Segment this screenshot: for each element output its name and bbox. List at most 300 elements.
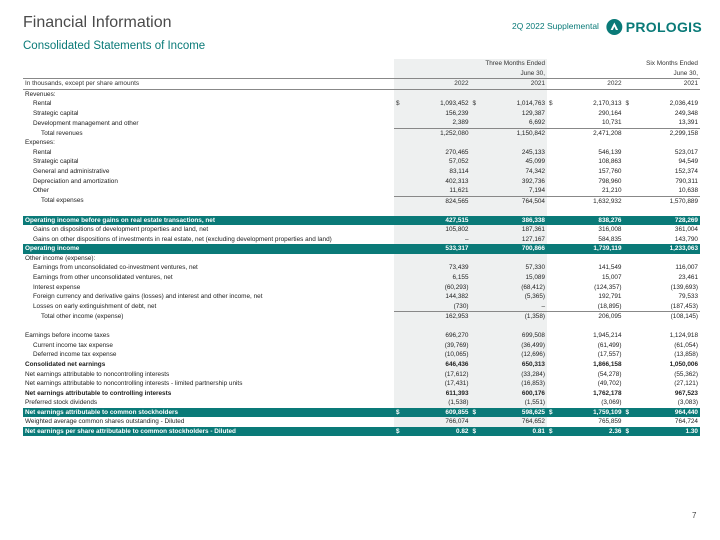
row-value: 1,233,063	[636, 244, 701, 254]
table-row-fx-gains	[23, 292, 700, 302]
section-heading-row	[23, 138, 700, 148]
row-value: 129,387	[483, 109, 548, 119]
symbol-cell	[394, 138, 406, 148]
value-cell	[636, 322, 701, 332]
table-row-interest-expense	[23, 283, 700, 293]
table-row-nci	[23, 370, 700, 380]
prologis-logo	[606, 14, 702, 40]
currency-symbol	[547, 244, 559, 254]
row-value: (1,551)	[483, 398, 548, 408]
currency-symbol	[394, 331, 406, 341]
table-row-total-expenses	[23, 196, 700, 206]
row-value: (730)	[406, 302, 471, 312]
symbol-cell	[394, 254, 406, 264]
row-value: (139,693)	[670, 283, 698, 291]
currency-symbol	[471, 148, 483, 158]
logo-text: PROLOGIS	[625, 19, 702, 35]
row-label: Current income tax expense	[33, 341, 113, 349]
symbol-cell	[394, 322, 406, 332]
row-value: (124,357)	[594, 283, 622, 291]
row-label: Depreciation and amortization	[33, 177, 118, 185]
row-value: (18,895)	[597, 302, 622, 310]
table-row-current-tax	[23, 341, 700, 351]
currency-symbol	[624, 292, 636, 302]
currency-symbol	[547, 379, 559, 389]
value-cell	[483, 322, 548, 332]
currency-symbol	[394, 302, 406, 312]
page-subtitle: Consolidated Statements of Income	[23, 40, 206, 52]
currency-symbol	[394, 283, 406, 293]
currency-symbol	[624, 148, 636, 158]
currency-symbol	[471, 331, 483, 341]
currency-symbol: $	[547, 408, 559, 418]
table-row-gains-other	[23, 235, 700, 245]
row-value: 798,960	[598, 177, 622, 185]
row-value: 15,089	[483, 273, 548, 283]
value-cell	[406, 206, 471, 216]
currency-symbol	[624, 186, 636, 196]
row-value: 609,855	[406, 408, 471, 418]
row-value: (10,065)	[406, 350, 471, 360]
table-row-preferred	[23, 398, 700, 408]
row-label: Earnings from unconsolidated co-investment ventures, net	[33, 264, 198, 272]
row-label: Gains on other dispositions of investments in real estate, net (excluding development properties and land)	[33, 235, 332, 243]
row-value: 10,731	[601, 119, 622, 127]
row-value: 728,269	[636, 216, 701, 226]
currency-symbol	[471, 379, 483, 389]
row-label: Operating income	[23, 244, 394, 254]
table-row-development-mgmt	[23, 118, 700, 128]
currency-symbol	[471, 312, 483, 322]
currency-symbol	[394, 312, 406, 322]
row-value: 699,508	[483, 331, 548, 341]
value-cell	[636, 254, 701, 264]
row-value: (61,499)	[597, 341, 622, 349]
row-value: 141,549	[598, 264, 622, 272]
row-value: 402,313	[406, 177, 471, 187]
currency-symbol	[547, 331, 559, 341]
symbol-cell	[624, 206, 636, 216]
row-value: 598,625	[483, 408, 548, 418]
row-value: (1,358)	[483, 312, 548, 322]
currency-symbol	[394, 196, 406, 206]
row-label: Consolidated net earnings	[25, 360, 106, 368]
currency-symbol	[394, 118, 406, 128]
currency-symbol	[547, 128, 559, 138]
currency-symbol	[394, 128, 406, 138]
row-value: 10,638	[678, 187, 698, 195]
row-value: (13,858)	[674, 351, 698, 359]
currency-symbol	[624, 417, 636, 427]
currency-symbol	[394, 177, 406, 187]
currency-symbol	[624, 157, 636, 167]
currency-symbol	[471, 389, 483, 399]
currency-symbol: $	[394, 427, 406, 437]
currency-symbol	[624, 341, 636, 351]
row-value: (36,499)	[483, 341, 548, 351]
currency-symbol: $	[471, 99, 483, 109]
row-label: Net earnings attributable to controlling interests	[25, 389, 172, 397]
currency-symbol	[624, 370, 636, 380]
row-label: Weighted average common shares outstanding - Diluted	[25, 418, 185, 426]
symbol-cell	[624, 138, 636, 148]
currency-symbol	[547, 312, 559, 322]
symbol-cell	[394, 206, 406, 216]
row-value: (68,412)	[483, 283, 548, 293]
page-number: 7	[692, 511, 697, 520]
table-row-other-exp	[23, 186, 700, 196]
prologis-mark-icon	[606, 16, 623, 38]
currency-symbol: $	[624, 427, 636, 437]
currency-symbol	[394, 360, 406, 370]
supplemental-label: 2Q 2022 Supplemental	[512, 21, 599, 31]
currency-symbol	[394, 263, 406, 273]
currency-symbol: $	[471, 408, 483, 418]
year-header: 2022	[559, 79, 624, 90]
row-value: 1,150,842	[483, 128, 548, 138]
value-cell	[483, 254, 548, 264]
row-value: 600,176	[483, 389, 548, 399]
table-row-strategic-capital-rev	[23, 109, 700, 119]
page-title: Financial Information	[23, 14, 172, 31]
row-value: (61,054)	[674, 341, 698, 349]
row-value: (33,284)	[483, 370, 548, 380]
symbol-cell	[547, 206, 559, 216]
currency-symbol	[471, 302, 483, 312]
row-value: 270,465	[406, 148, 471, 158]
currency-symbol	[471, 118, 483, 128]
section-heading: Expenses:	[25, 139, 55, 147]
table-row-operating-income	[23, 244, 700, 254]
symbol-cell	[547, 79, 559, 90]
row-label: Rental	[33, 100, 52, 108]
row-value: 108,863	[598, 158, 622, 166]
table-row-deferred-tax	[23, 350, 700, 360]
period-header-six-months: Six Months Ended	[646, 60, 698, 67]
value-cell	[636, 206, 701, 216]
row-value: 1,252,080	[406, 128, 471, 138]
currency-symbol	[624, 167, 636, 177]
currency-symbol	[547, 302, 559, 312]
row-value: 1,759,109	[559, 408, 624, 418]
row-value: 700,866	[483, 244, 548, 254]
currency-symbol	[394, 109, 406, 119]
row-value: 0.81	[483, 427, 548, 437]
row-value: 646,436	[406, 360, 471, 370]
currency-symbol	[547, 186, 559, 196]
row-value: –	[406, 235, 471, 245]
year-header-row	[23, 79, 700, 90]
currency-symbol	[394, 417, 406, 427]
row-value: 192,791	[598, 293, 622, 301]
currency-symbol	[624, 263, 636, 273]
row-value: (49,702)	[597, 380, 622, 388]
row-value: (16,853)	[483, 379, 548, 389]
row-label: Total revenues	[41, 129, 83, 137]
table-row-op-income-before-gains	[23, 216, 700, 226]
currency-symbol	[624, 225, 636, 235]
period-header-three-months: Three Months Ended	[394, 59, 547, 69]
symbol-cell	[624, 89, 636, 99]
currency-symbol	[547, 148, 559, 158]
table-row-gains-dev	[23, 225, 700, 235]
row-value: 13,391	[678, 119, 698, 127]
row-value: 1,014,763	[483, 99, 548, 109]
currency-symbol	[394, 370, 406, 380]
currency-symbol	[394, 235, 406, 245]
row-value: 696,270	[406, 331, 471, 341]
value-cell	[406, 254, 471, 264]
section-heading: Revenues:	[25, 90, 56, 98]
row-value: 1,093,452	[406, 99, 471, 109]
row-label: Earnings from other unconsolidated ventures, net	[33, 274, 173, 282]
row-value: 533,317	[406, 244, 471, 254]
currency-symbol	[471, 196, 483, 206]
currency-symbol	[624, 350, 636, 360]
row-value: 290,164	[598, 109, 622, 117]
row-value: 1,762,178	[593, 389, 622, 397]
row-value: 57,052	[406, 157, 471, 167]
currency-symbol	[547, 109, 559, 119]
row-value: 2.36	[559, 427, 624, 437]
currency-symbol	[624, 235, 636, 245]
symbol-cell	[471, 79, 483, 90]
currency-symbol	[624, 398, 636, 408]
currency-symbol	[547, 292, 559, 302]
table-row-rental	[23, 99, 700, 109]
row-label: Losses on early extinguishment of debt, net	[33, 302, 157, 310]
currency-symbol	[624, 196, 636, 206]
row-value: 361,004	[674, 226, 698, 234]
currency-symbol	[624, 379, 636, 389]
table-row-earn-unconsol-coinv	[23, 263, 700, 273]
currency-symbol	[394, 379, 406, 389]
period-header-six-months: June 30,	[673, 69, 698, 77]
table-row-total-revenues	[23, 128, 700, 138]
row-value: –	[483, 302, 548, 312]
row-value: 650,313	[483, 360, 548, 370]
currency-symbol	[547, 341, 559, 351]
row-value: 15,007	[601, 274, 622, 282]
currency-symbol	[394, 186, 406, 196]
currency-symbol	[471, 235, 483, 245]
table-row-rental-exp	[23, 148, 700, 158]
row-value: 386,338	[483, 216, 548, 226]
row-value: 0.82	[406, 427, 471, 437]
currency-symbol	[547, 370, 559, 380]
row-label: Total other income (expense)	[41, 312, 124, 320]
currency-symbol: $	[394, 99, 406, 109]
currency-symbol	[471, 292, 483, 302]
value-cell	[559, 89, 624, 99]
year-header: 2022	[406, 79, 471, 90]
row-label: Foreign currency and derivative gains (losses) and interest and other income, net	[33, 293, 263, 301]
row-value: (187,453)	[670, 302, 698, 310]
currency-symbol	[471, 263, 483, 273]
symbol-cell	[547, 138, 559, 148]
table-row-dna	[23, 177, 700, 187]
symbol-cell	[624, 322, 636, 332]
currency-symbol	[547, 157, 559, 167]
symbol-cell	[471, 89, 483, 99]
row-label: Other	[33, 187, 49, 195]
row-value: 6,155	[406, 273, 471, 283]
row-value: (54,278)	[597, 370, 622, 378]
currency-symbol	[471, 128, 483, 138]
period-header-row	[23, 59, 700, 69]
symbol-cell	[547, 89, 559, 99]
row-value: 764,652	[483, 417, 548, 427]
currency-symbol	[624, 216, 636, 226]
row-label: Total expenses	[41, 197, 84, 205]
row-value: 584,835	[598, 235, 622, 243]
row-value: (108,145)	[636, 312, 701, 322]
value-cell	[636, 89, 701, 99]
currency-symbol	[547, 263, 559, 273]
year-header: 2021	[636, 79, 701, 90]
row-value: 766,074	[406, 417, 471, 427]
row-value: 6,692	[483, 118, 548, 128]
table-row-nci-lp	[23, 379, 700, 389]
currency-symbol	[547, 167, 559, 177]
row-label: Net earnings per share attributable to common stockholders - Diluted	[23, 427, 394, 437]
currency-symbol	[394, 350, 406, 360]
row-value: (5,365)	[483, 292, 548, 302]
currency-symbol	[624, 331, 636, 341]
symbol-cell	[394, 89, 406, 99]
spacer-cell	[23, 206, 394, 216]
row-value: 245,133	[483, 148, 548, 158]
row-value: 546,139	[598, 148, 622, 156]
row-value: 143,790	[674, 235, 698, 243]
table-row-earn-other-unconsol	[23, 273, 700, 283]
row-value: (17,557)	[597, 351, 622, 359]
row-label: Earnings before income taxes	[25, 332, 110, 340]
table-row-gna	[23, 167, 700, 177]
row-value: (55,362)	[674, 370, 698, 378]
row-label: Strategic capital	[33, 158, 79, 166]
period-header-three-months: June 30,	[394, 69, 547, 79]
currency-symbol: $	[547, 427, 559, 437]
currency-symbol	[394, 398, 406, 408]
row-value: 162,953	[406, 312, 471, 322]
currency-symbol	[547, 389, 559, 399]
symbol-cell	[624, 79, 636, 90]
row-value: 157,760	[598, 168, 622, 176]
table-row-wavg-shares	[23, 417, 700, 427]
currency-symbol	[394, 157, 406, 167]
income-statement-table	[23, 59, 700, 436]
currency-symbol	[547, 360, 559, 370]
row-value: 116,007	[675, 264, 698, 272]
value-cell	[406, 89, 471, 99]
currency-symbol	[624, 389, 636, 399]
row-value: (3,069)	[601, 399, 622, 407]
currency-symbol	[471, 109, 483, 119]
currency-symbol: $	[549, 100, 553, 108]
currency-symbol	[471, 398, 483, 408]
symbol-cell	[471, 206, 483, 216]
row-label: Development management and other	[33, 119, 139, 127]
row-value: (3,083)	[677, 399, 698, 407]
currency-symbol	[394, 167, 406, 177]
row-value: 392,736	[483, 177, 548, 187]
currency-symbol	[394, 225, 406, 235]
symbol-cell	[471, 254, 483, 264]
currency-symbol	[624, 312, 636, 322]
value-cell	[636, 138, 701, 148]
row-value: 967,523	[674, 389, 698, 397]
row-value: 1,632,932	[559, 196, 624, 206]
value-cell	[406, 322, 471, 332]
table-row-total-other	[23, 312, 700, 322]
row-value: 45,099	[483, 157, 548, 167]
value-cell	[406, 138, 471, 148]
row-value: (12,696)	[483, 350, 548, 360]
table-row-common	[23, 408, 700, 418]
row-value: 611,393	[406, 389, 471, 399]
currency-symbol	[471, 186, 483, 196]
row-value: 2,170,313	[593, 100, 622, 108]
currency-symbol	[471, 341, 483, 351]
currency-symbol	[547, 177, 559, 187]
row-value: (17,431)	[406, 379, 471, 389]
currency-symbol	[547, 235, 559, 245]
row-value: 764,504	[483, 196, 548, 206]
header-spacer	[23, 69, 394, 79]
currency-symbol	[471, 417, 483, 427]
table-row-early-ext	[23, 302, 700, 312]
row-value: 1,739,119	[559, 244, 624, 254]
row-value: 2,471,208	[559, 128, 624, 138]
value-cell	[483, 138, 548, 148]
currency-symbol	[547, 398, 559, 408]
currency-symbol	[471, 216, 483, 226]
symbol-cell	[547, 254, 559, 264]
row-value: 1,945,214	[593, 332, 622, 340]
row-label: Deferred income tax expense	[33, 351, 117, 359]
currency-symbol	[624, 244, 636, 254]
section-heading-row	[23, 89, 700, 99]
year-header: 2021	[483, 79, 548, 90]
row-label: Net earnings attributable to common stockholders	[23, 408, 394, 418]
row-value: 21,210	[601, 187, 622, 195]
table-row-consolidated-net	[23, 360, 700, 370]
currency-symbol	[394, 216, 406, 226]
currency-symbol	[547, 216, 559, 226]
currency-symbol	[394, 389, 406, 399]
row-value: 152,374	[674, 168, 698, 176]
row-value: (1,538)	[406, 398, 471, 408]
row-value: 127,167	[483, 235, 548, 245]
row-value: 790,311	[675, 177, 698, 185]
currency-symbol	[394, 341, 406, 351]
row-value: 83,114	[406, 167, 471, 177]
row-value: 156,239	[406, 109, 471, 119]
row-value: 427,515	[406, 216, 471, 226]
currency-symbol	[394, 292, 406, 302]
row-value: 249,348	[674, 109, 698, 117]
row-value: 23,461	[678, 274, 698, 282]
value-cell	[559, 206, 624, 216]
currency-symbol	[547, 225, 559, 235]
symbol-cell	[471, 138, 483, 148]
value-cell	[483, 89, 548, 99]
row-value: (39,769)	[406, 341, 471, 351]
currency-symbol	[471, 177, 483, 187]
row-value: 74,342	[483, 167, 548, 177]
row-label: Net earnings attributable to noncontrolling interests - limited partnership units	[25, 380, 243, 388]
